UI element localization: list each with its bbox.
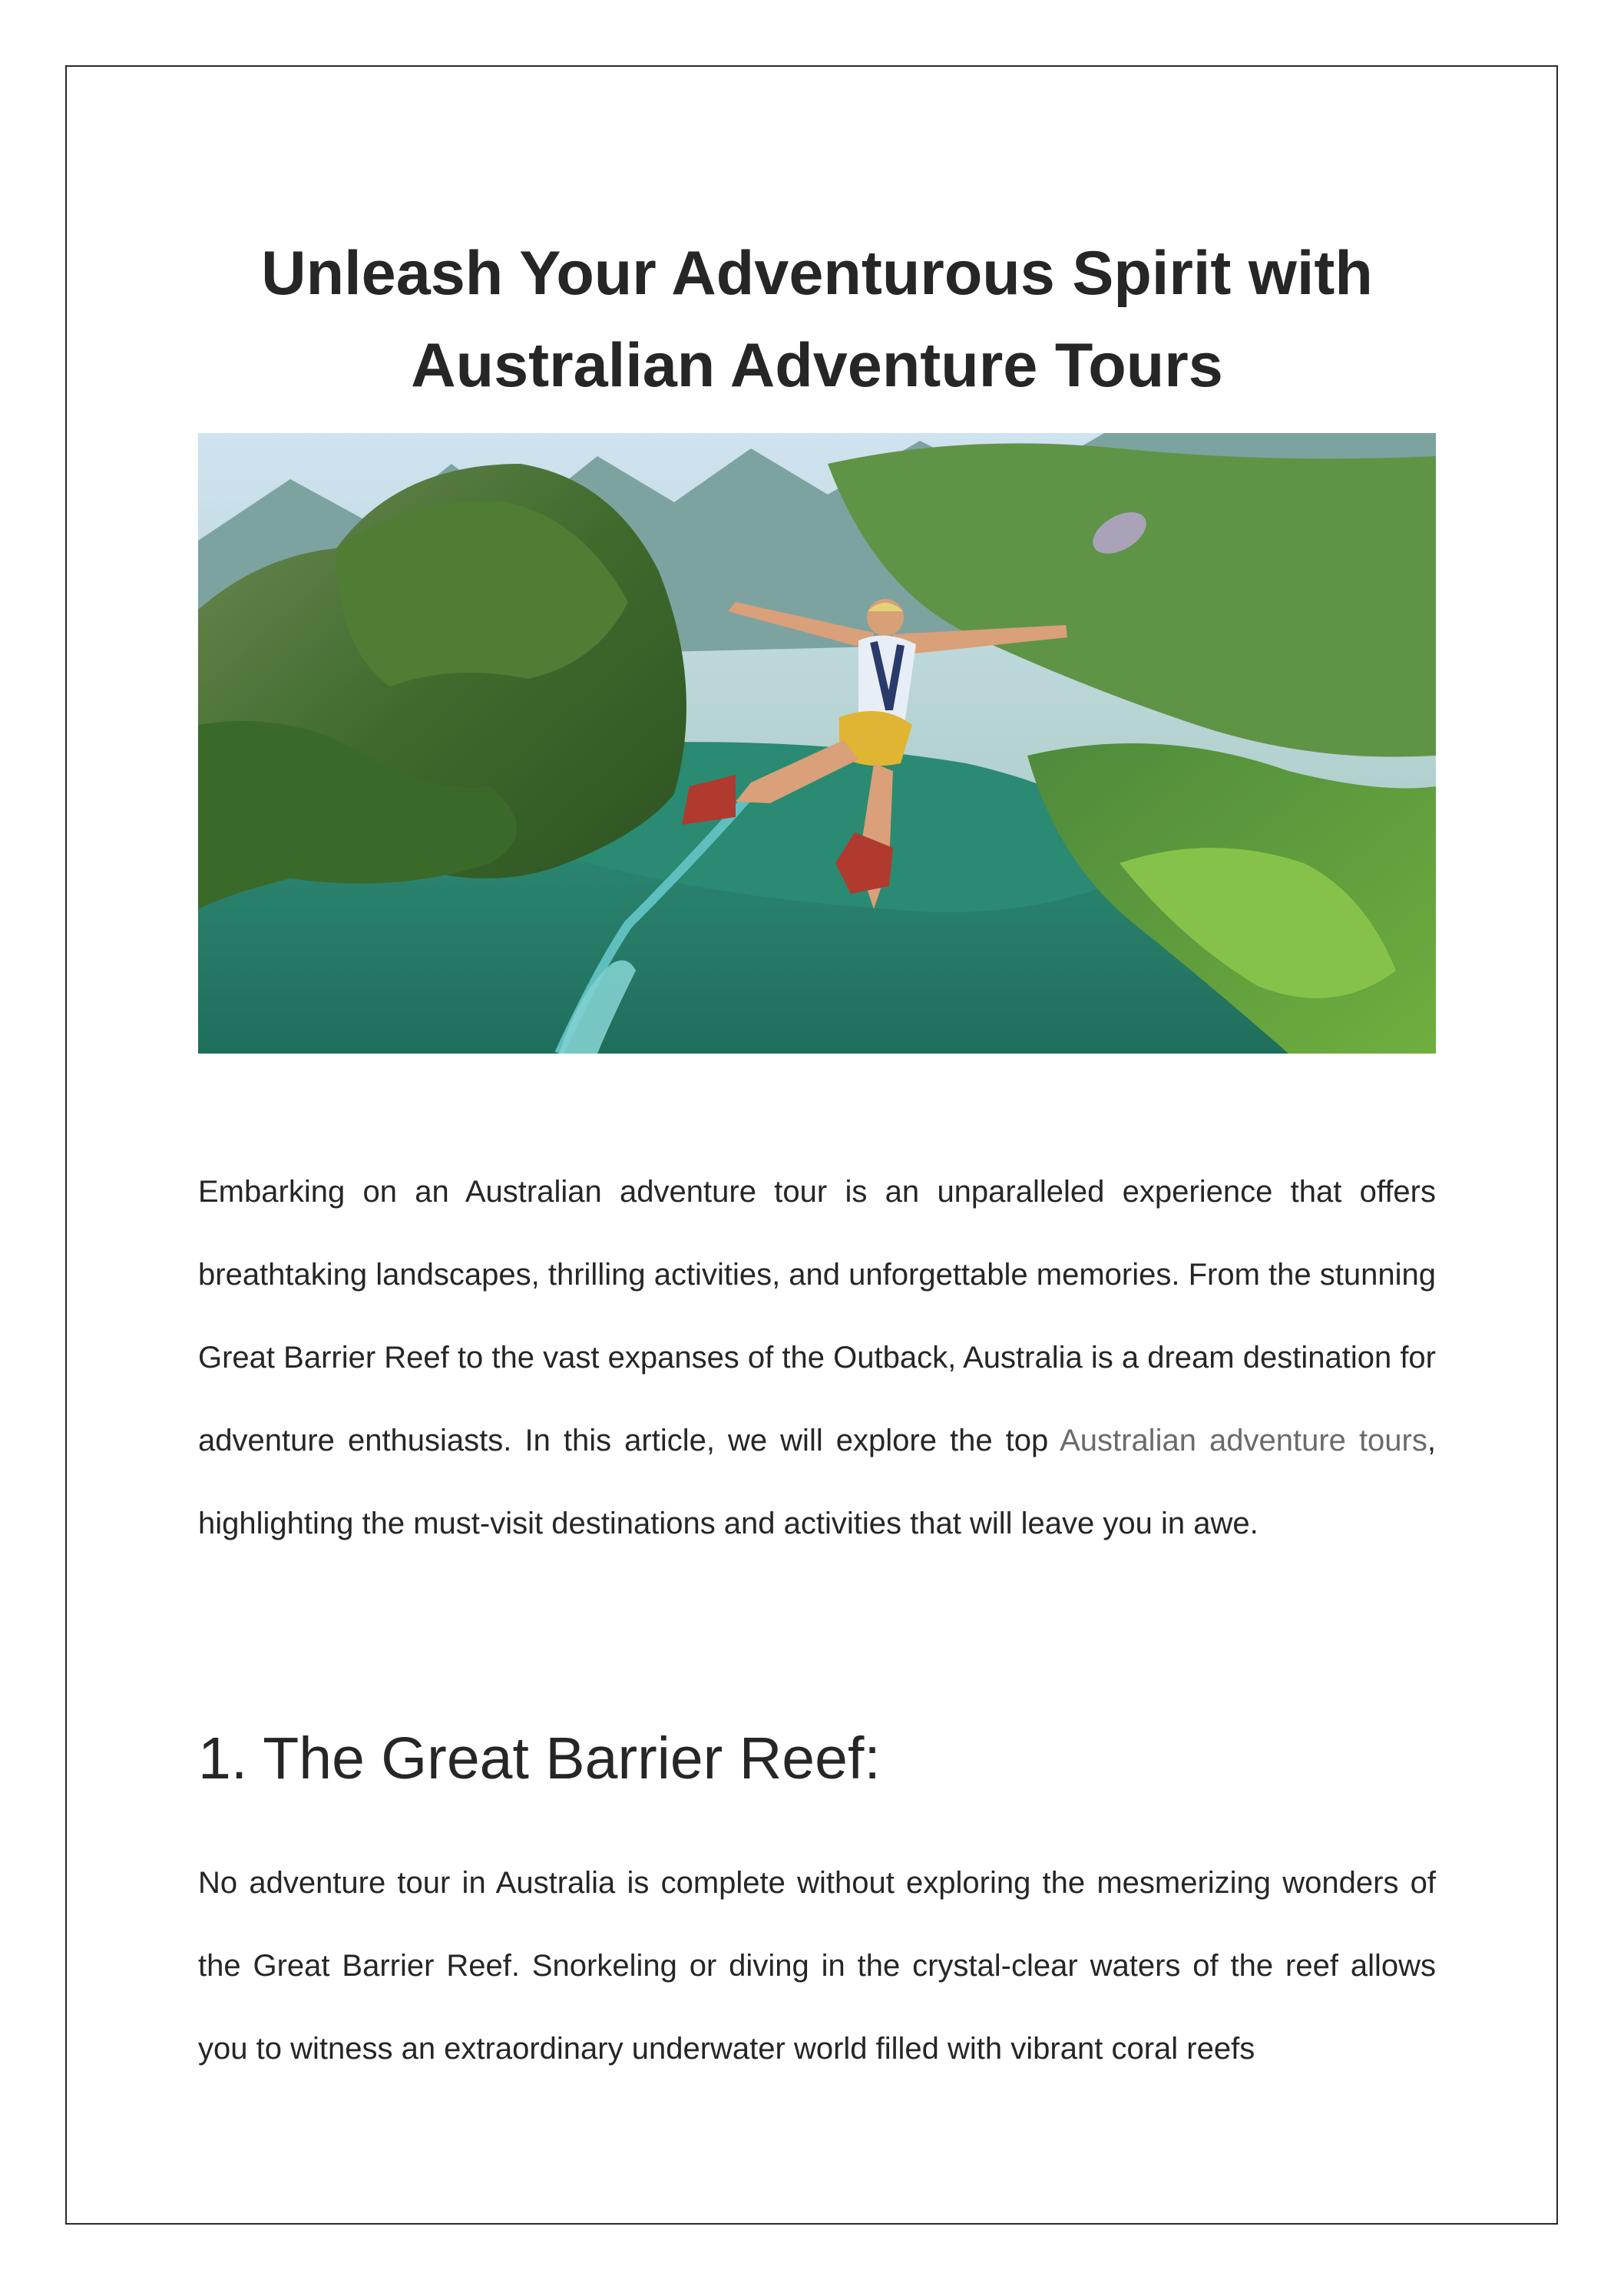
intro-paragraph — [198, 1150, 1436, 1565]
section-heading-great-barrier-reef: 1. The Great Barrier Reef: — [198, 1725, 881, 1791]
article-title: Unleash Your Adventurous Spirit with Australian Adventure Tours — [261, 239, 1373, 400]
section-body-great-barrier-reef: No adventure tour in Australia is complete without exploring the mesmerizing wonders of the Great Barrier Reef. Snorkeling or diving in the crystal-clear waters of the reef allows you to witness an extraordinary underwater world filled with vibrant coral reefs — [198, 1866, 1436, 2066]
intro-text-after-link: , highlighting the must-visit destinations and activities that will leave you in awe. — [198, 1424, 1436, 1540]
bungee-jumper-illustration — [198, 433, 1436, 1054]
australian-adventure-tours-link[interactable]: Australian adventure tours — [1060, 1424, 1427, 1457]
intro-text-before-link: Embarking on an Australian adventure tour is an unparalleled experience that offers breathtaking landscapes, thrilling activities, and unforgettable memories. From the stunning Great Barrier Reef to the vast expanses of the Outback, Australia is a dream destination for adventure enthusiasts. In this article, we will explore the top — [198, 1175, 1436, 1457]
hero-image — [198, 433, 1436, 1054]
